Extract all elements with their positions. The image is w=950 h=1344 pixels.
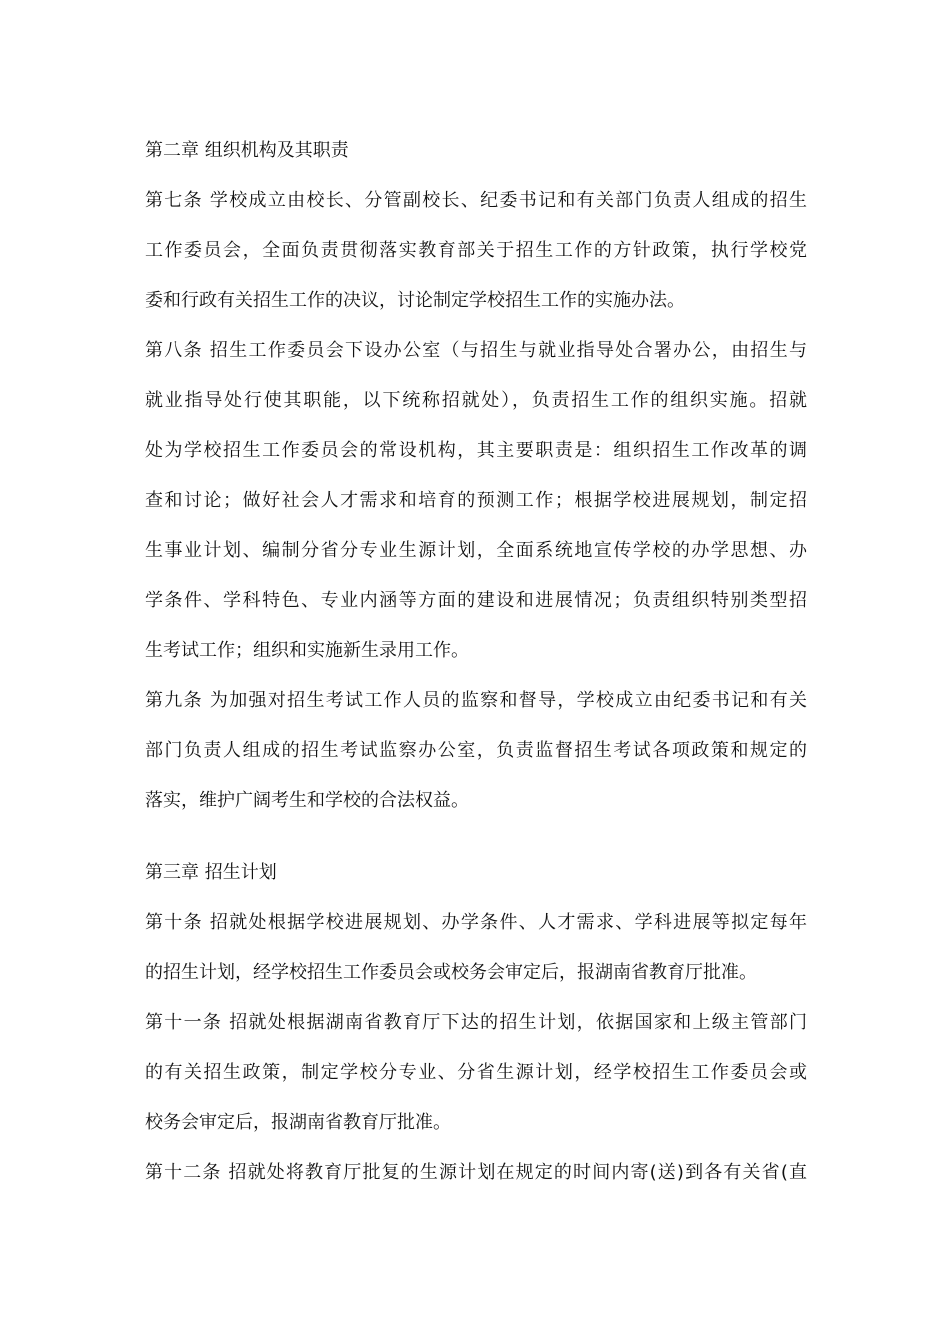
- chapter-2-heading: 第二章 组织机构及其职责: [145, 140, 349, 161]
- article-8-line: 第八条 招生工作委员会下设办公室（与招生与就业指导处合署办公，由招生与: [145, 340, 807, 361]
- article-12-line: 第十二条 招就处将教育厅批复的生源计划在规定的时间内寄(送)到各有关省(直: [145, 1162, 807, 1183]
- article-9: [145, 683, 807, 833]
- section-spacer: [145, 833, 807, 855]
- article-8-line: 生考试工作；组织和实施新生录用工作。: [145, 640, 469, 661]
- article-11-line: 第十一条 招就处根据湖南省教育厅下达的招生计划，依据国家和上级主管部门: [145, 1012, 807, 1033]
- article-8: [145, 333, 807, 683]
- article-8-line: 就业指导处行使其职能，以下统称招就处），负责招生工作的组织实施。招就: [145, 390, 807, 411]
- article-8-line: 学条件、学科特色、专业内涵等方面的建设和进展情况；负责组织特别类型招: [145, 590, 807, 611]
- article-9-line: 落实，维护广阔考生和学校的合法权益。: [145, 790, 469, 811]
- article-8-line: 查和讨论；做好社会人才需求和培育的预测工作；根据学校进展规划，制定招: [145, 490, 807, 511]
- article-7-line: 第七条 学校成立由校长、分管副校长、纪委书记和有关部门负责人组成的招生: [145, 190, 807, 211]
- article-11-line: 的有关招生政策，制定学校分专业、分省生源计划，经学校招生工作委员会或: [145, 1062, 807, 1083]
- document-body: [145, 133, 807, 1205]
- article-7-line: 工作委员会，全面负责贯彻落实教育部关于招生工作的方针政策，执行学校党: [145, 240, 807, 261]
- article-11: [145, 1005, 807, 1155]
- article-10-line: 的招生计划，经学校招生工作委员会或校务会审定后，报湖南省教育厅批准。: [145, 962, 757, 983]
- article-9-line: 部门负责人组成的招生考试监察办公室，负责监督招生考试各项政策和规定的: [145, 740, 807, 761]
- article-9-line: 第九条 为加强对招生考试工作人员的监察和督导，学校成立由纪委书记和有关: [145, 690, 807, 711]
- article-8-line: 处为学校招生工作委员会的常设机构，其主要职责是：组织招生工作改革的调: [145, 440, 807, 461]
- article-7: [145, 183, 807, 333]
- article-7-line: 委和行政有关招生工作的决议，讨论制定学校招生工作的实施办法。: [145, 290, 685, 311]
- article-11-line: 校务会审定后，报湖南省教育厅批准。: [145, 1112, 451, 1133]
- article-10: [145, 905, 807, 1005]
- article-8-line: 生事业计划、编制分省分专业生源计划，全面系统地宣传学校的办学思想、办: [145, 540, 807, 561]
- article-12: [145, 1155, 807, 1205]
- chapter-3-heading: 第三章 招生计划: [145, 862, 277, 883]
- article-10-line: 第十条 招就处根据学校进展规划、办学条件、人才需求、学科进展等拟定每年: [145, 912, 807, 933]
